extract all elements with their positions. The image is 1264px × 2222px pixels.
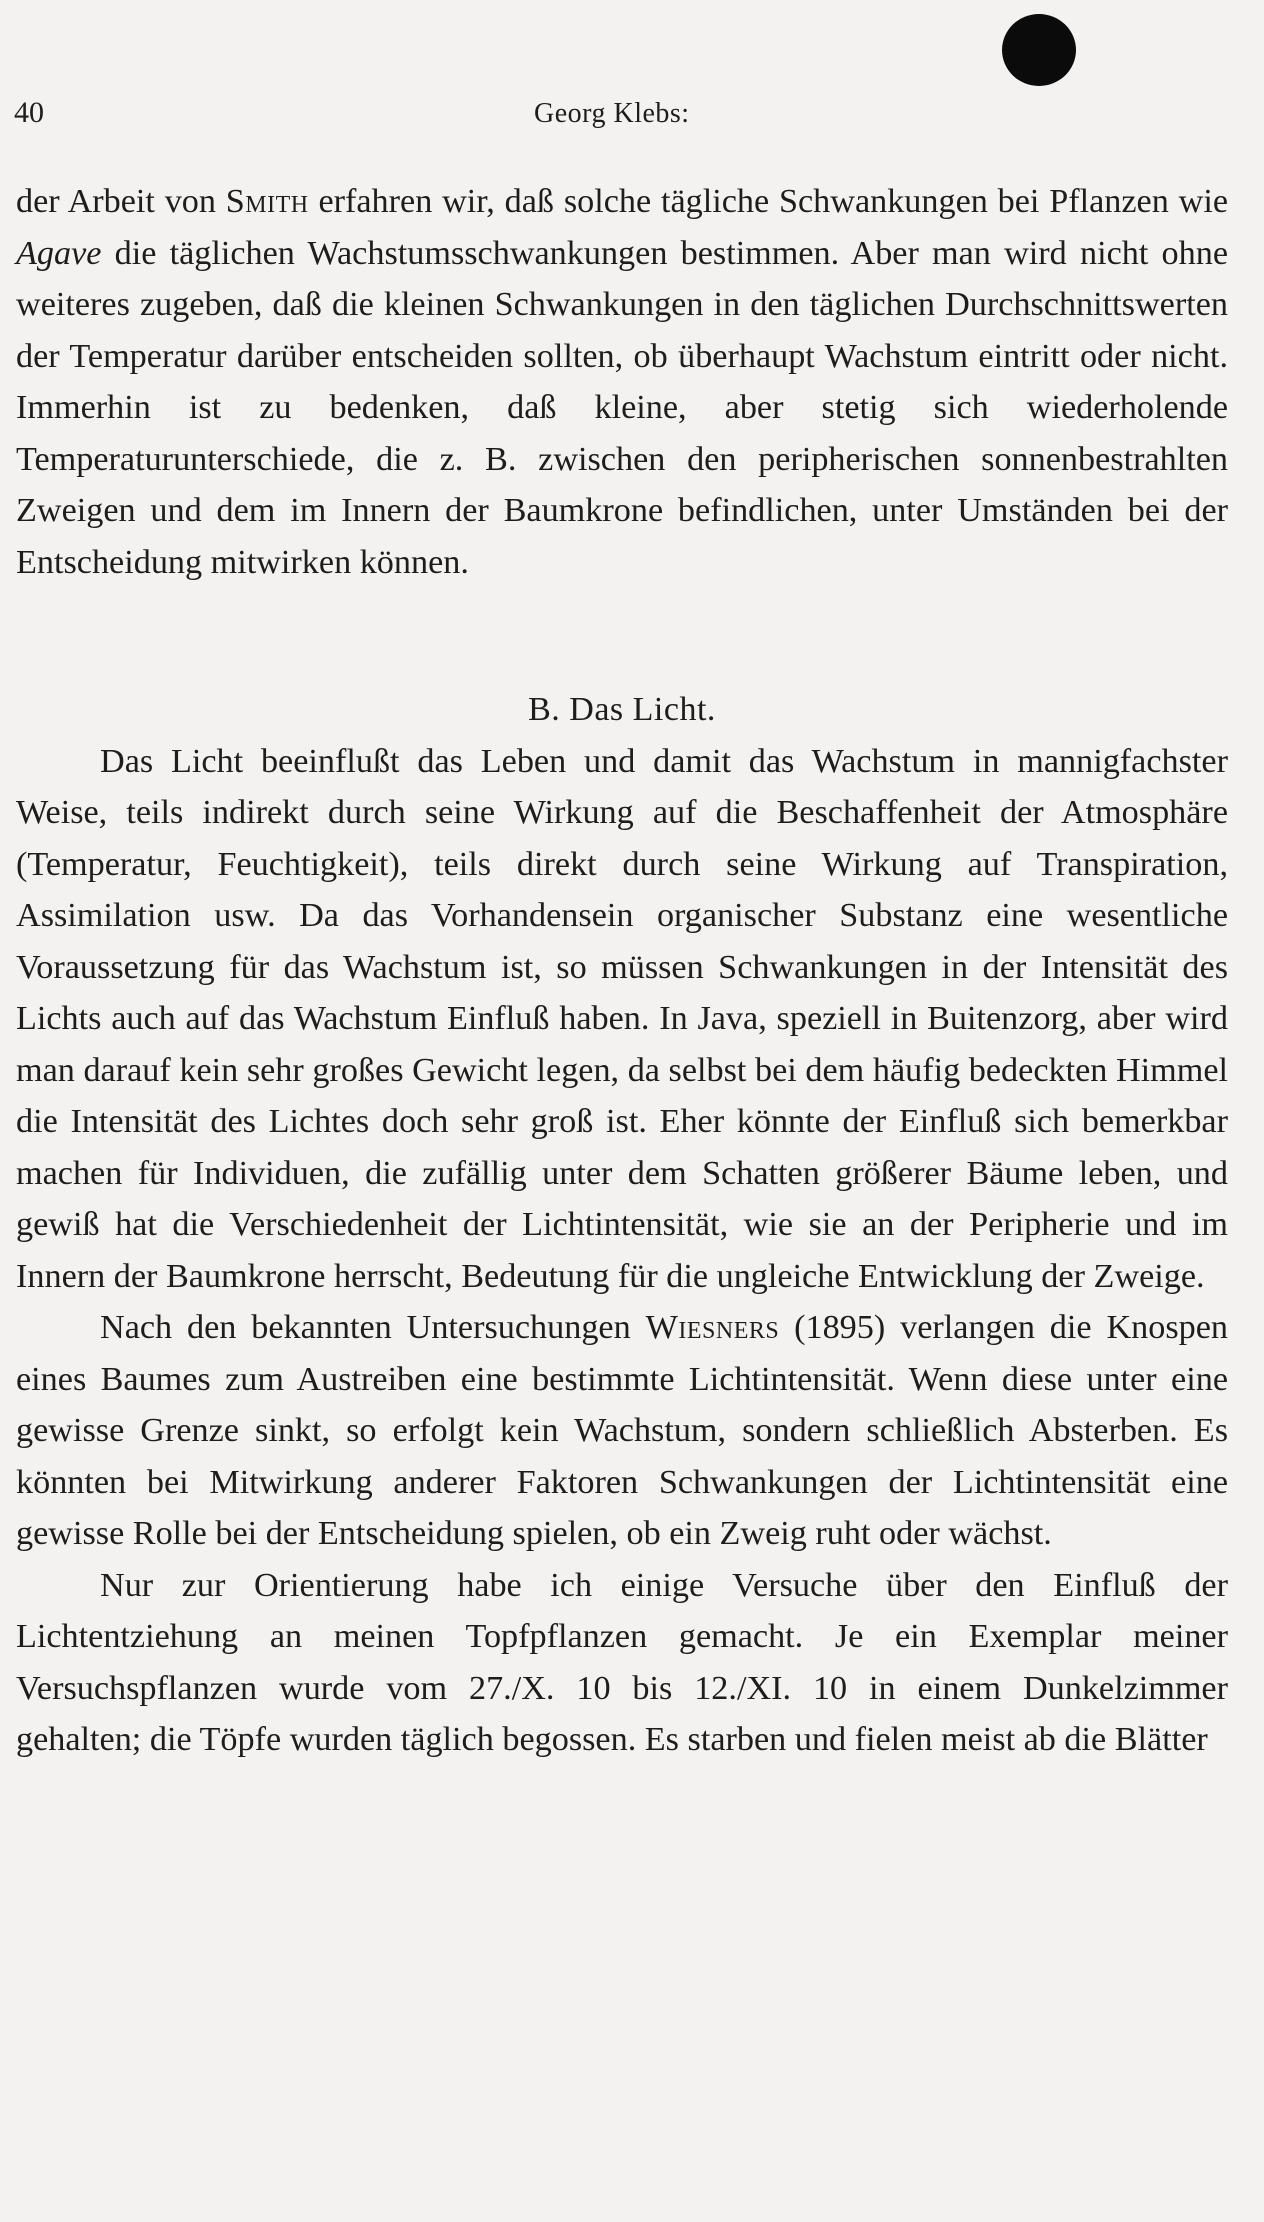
body-text	[16, 176, 1228, 1766]
paragraph-text: die täglichen Wachstumsschwankungen bestimmen. Aber man wird nicht ohne weiteres zugeben, daß die kleinen Schwankungen in den täglichen Durchschnittswerten der Temperatur darüber entscheiden sollten, ob überhaupt Wachstum eintritt oder nicht. Immerhin ist zu bedenken, daß kleine, aber stetig sich wiederholende Temperaturunterschiede, die z. B. zwischen den peripherischen sonnenbestrahlten Zweigen und dem im Innern der Baumkrone befindlichen, unter Umständen bei der Entscheidung mitwirken können.	[16, 234, 1228, 581]
author-name: Wiesners	[645, 1309, 780, 1346]
paragraph-text: Nach den bekannten Untersuchungen	[100, 1309, 646, 1346]
author-name: Smith	[225, 183, 309, 220]
paragraph-text: (1895) verlangen die Knospen eines Baumes zum Austreiben eine bestimmte Lichtintensität. Wenn diese unter eine gewisse Grenze sinkt, so erfolgt kein Wachstum, sondern schließlich Absterben. Es könnten bei Mitwirkung anderer Faktoren Schwankungen der Lichtintensität eine gewisse Rolle bei der Entscheidung spielen, ob ein Zweig ruht oder wächst.	[16, 1309, 1228, 1552]
paragraph-continued	[16, 176, 1228, 588]
paragraph: Nur zur Orientierung habe ich einige Versuche über den Einfluß der Lichtentziehung an meinen Topfpflanzen gemacht. Je ein Exemplar meiner Versuchspflanzen wurde vom 27./X. 10 bis 12./XI. 10 in einem Dunkelzimmer gehalten; die Töpfe wurden täglich begossen. Es starben und fielen meist ab die Blätter	[16, 1566, 1228, 1758]
punch-hole	[1002, 14, 1076, 86]
paragraph-text: erfahren wir, daß solche tägliche Schwankungen bei Pflanzen wie	[308, 183, 1228, 220]
section-heading: B. Das Licht.	[528, 691, 716, 728]
paragraph: Das Licht beeinflußt das Leben und damit das Wachstum in mannigfachster Weise, teils indirekt durch seine Wirkung auf die Beschaffenheit der Atmosphäre (Temperatur, Feuchtigkeit), teils direkt durch seine Wirkung auf Transpiration, Assimilation usw. Da das Vorhandensein organischer Substanz eine wesentliche Voraussetzung für das Wachstum ist, so müssen Schwankungen in der Intensität des Lichts auch auf das Wachstum Einfluß haben. In Java, speziell in Buitenzorg, aber wird man darauf kein sehr großes Gewicht legen, da selbst bei dem häufig bedeckten Himmel die Intensität des Lichtes doch sehr groß ist. Eher könnte der Einfluß sich bemerkbar machen für Individuen, die zufällig unter dem Schatten größerer Bäume leben, und gewiß hat die Verschiedenheit der Lichtintensität, wie sie an der Peripherie und im Innern der Baumkrone herrscht, Bedeutung für die ungleiche Entwicklung der Zweige.	[16, 742, 1228, 1295]
genus-name: Agave	[16, 234, 102, 272]
paragraph-text: der Arbeit von	[16, 183, 226, 220]
page-number: 40	[14, 96, 44, 129]
page-header	[14, 96, 1224, 140]
paragraph	[16, 1302, 1228, 1560]
running-head: Georg Klebs:	[534, 98, 690, 129]
